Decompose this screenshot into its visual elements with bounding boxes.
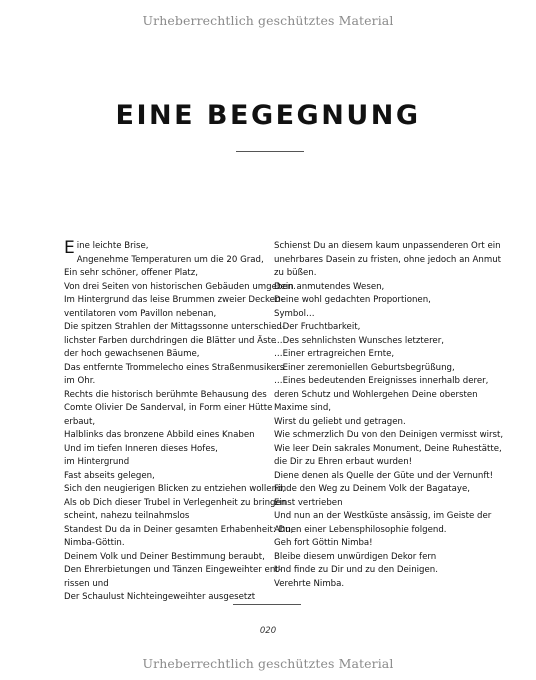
poem-line: lichster Farben durchdringen die Blätter und Äste	[64, 335, 277, 346]
poem-line: …Der Fruchtbarkeit,	[274, 322, 361, 332]
poem-line: scheint, nahezu teilnahmslos	[64, 511, 190, 521]
poem-line: unehrbares Dasein zu fristen, ohne jedoch an Anmut	[274, 254, 502, 265]
poem-line: Der Schaulust Nichteingeweihter ausgesetzt	[64, 592, 256, 602]
poem-line: Sich den neugierigen Blicken zu entziehen wollend,	[64, 484, 286, 494]
poem-line: Comte Olivier De Sanderval, in Form einer Hütte	[64, 403, 273, 413]
poem-line: Deine wohl gedachten Proportionen,	[274, 295, 431, 305]
poem-line: Deinem Volk und Deiner Bestimmung beraubt,	[64, 551, 265, 562]
poem-line: Verehrte Nimba.	[274, 578, 345, 589]
poem-line: ventilatoren vom Pavillon nebenan,	[64, 308, 217, 319]
poem-line: zu büßen.	[274, 268, 317, 278]
page-number: 020	[259, 626, 277, 636]
poem-line: Finde den Weg zu Deinem Volk der Bagataye,	[274, 484, 471, 494]
poem-line: Geh fort Göttin Nimba!	[274, 538, 373, 548]
poem-line: Wirst du geliebt und getragen.	[274, 416, 406, 427]
poem-line: …Des sehnlichsten Wunsches letzterer,	[274, 335, 444, 346]
poem-line: Und im tiefen Inneren dieses Hofes,	[64, 443, 218, 454]
poem-line: deren Schutz und Wohlergehen Deine obersten	[274, 389, 478, 400]
poem-line: Als ob Dich dieser Trubel in Verlegenheit zu bringen	[64, 497, 287, 508]
poem-line: Und nun an der Westküste ansässig, im Geiste der	[274, 511, 492, 521]
title-divider	[236, 151, 304, 152]
poem-line: Dein anmutendes Wesen,	[274, 281, 385, 292]
poem-line: Maxime sind,	[274, 403, 332, 413]
copyright-watermark-top: Urheberrechtlich geschütztes Material	[142, 13, 394, 28]
poem-line: Ein sehr schöner, offener Platz,	[64, 268, 199, 278]
footer-divider	[233, 604, 301, 605]
poem-line: …Einer zeremoniellen Geburtsbegrüßung,	[274, 362, 455, 373]
poem-line: die Dir zu Ehren erbaut wurden!	[274, 457, 413, 467]
poem-line: Diene denen als Quelle der Güte und der Vernunft!	[274, 470, 494, 481]
poem-line: im Hintergrund	[64, 457, 130, 467]
poem-line: im Ohr.	[64, 376, 96, 386]
drop-cap: E	[64, 238, 75, 258]
poem-line: Halblinks das bronzene Abbild eines Knaben	[64, 430, 255, 440]
poem-line: Fast abseits gelegen,	[64, 470, 155, 481]
poem-line: Den Ehrerbietungen und Tänzen Eingeweihter ent-	[64, 565, 282, 575]
poem-line	[64, 238, 269, 258]
poem-line: Das entfernte Trommelecho eines Straßenmusikers	[64, 362, 285, 373]
copyright-watermark-bottom: Urheberrechtlich geschütztes Material	[142, 656, 394, 671]
poem-line: Rechts die historisch berühmte Behausung des	[64, 389, 267, 400]
poem-line: Angenehme Temperaturen um die 20 Grad,	[76, 254, 264, 265]
poem-title: EINE BEGEGNUNG	[115, 100, 421, 131]
poem-line: Standest Du da in Deiner gesamten Erhabenheit: Du,	[64, 524, 294, 535]
poem-line: erbaut,	[64, 416, 96, 427]
poem-line: Im Hintergrund das leise Brummen zweier Decken-	[64, 295, 284, 305]
poem-line: Einst vertrieben	[274, 497, 343, 508]
poem-line: …Eines bedeutenden Ereignisses innerhalb derer,	[274, 376, 489, 386]
poem-line: …Einer ertragreichen Ernte,	[274, 349, 395, 359]
poem-line: Wie leer Dein sakrales Monument, Deine Ruhestätte,	[274, 443, 502, 454]
poem-line: Und finde zu Dir und zu den Deinigen.	[274, 565, 438, 575]
poem-first-line-text: ine leichte Brise,	[76, 241, 149, 251]
poem-line: Die spitzen Strahlen der Mittagssonne unterschied-	[64, 322, 285, 332]
poem-line: Symbol…	[274, 308, 315, 319]
poem-right-column	[274, 240, 504, 591]
poem-line: rissen und	[64, 578, 109, 589]
poem-line: Ahnen einer Lebensphilosophie folgend.	[274, 524, 447, 535]
poem-line: Wie schmerzlich Du von den Deinigen vermisst wirst,	[274, 430, 504, 440]
poem-line: Bleibe diesem unwürdigen Dekor fern	[274, 551, 437, 562]
poem-line: Schienst Du an diesem kaum unpassenderen Ort ein	[274, 241, 501, 251]
poem-line: Nimba-Göttin.	[64, 538, 125, 548]
poem-line: Von drei Seiten von historischen Gebäuden umgeben.	[64, 281, 296, 292]
poem-line: der hoch gewachsenen Bäume,	[64, 349, 200, 359]
